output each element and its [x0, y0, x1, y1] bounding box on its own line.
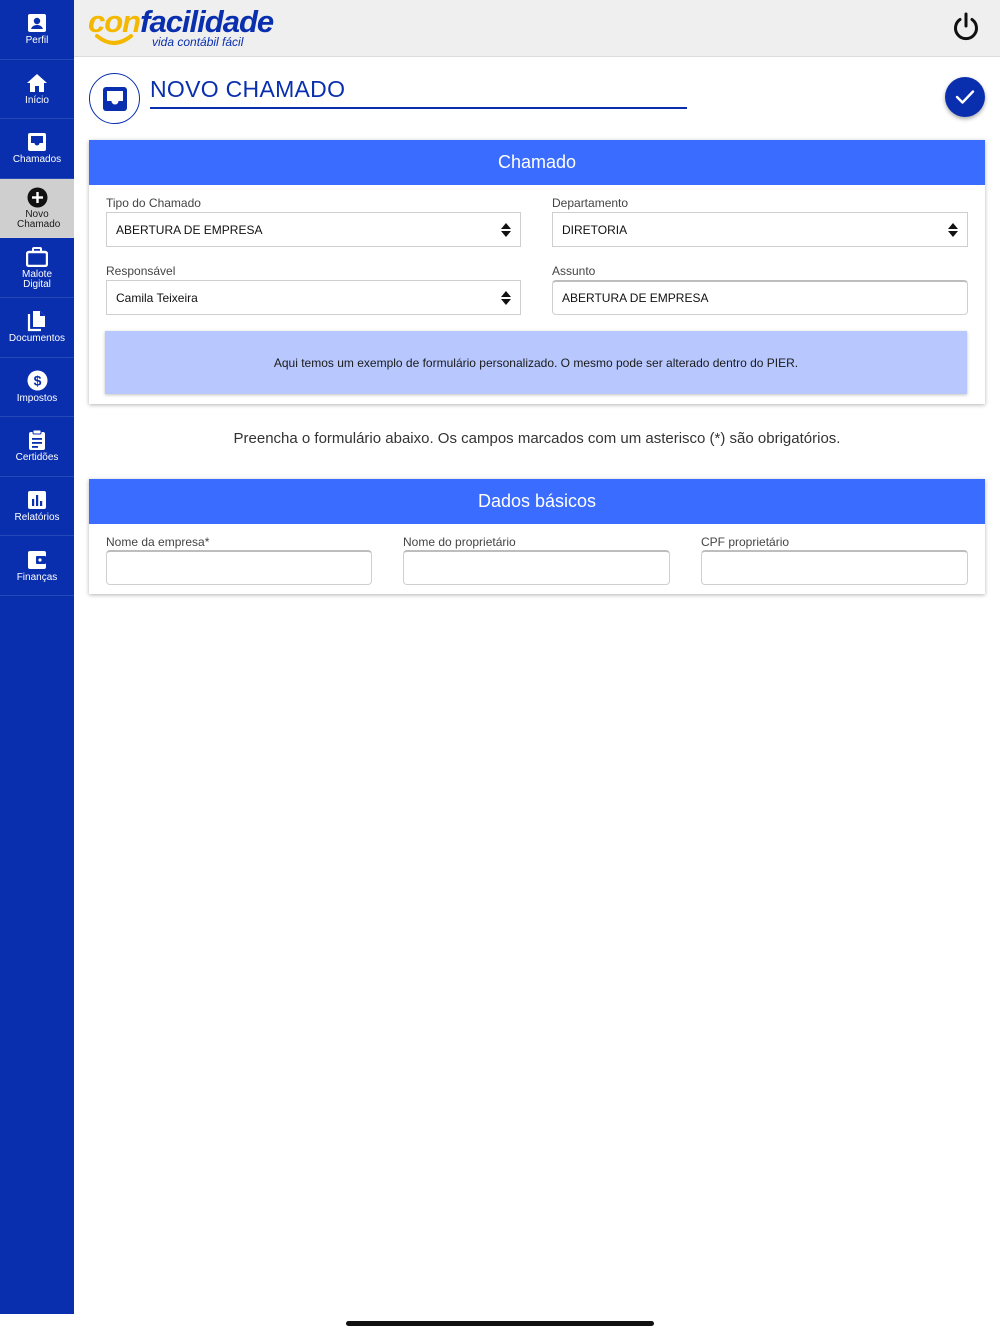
- wallet-icon: [26, 549, 48, 571]
- sidebar-item-label: Documentos: [8, 333, 66, 345]
- sort-icon: [501, 223, 511, 237]
- sidebar-item-label: Malote Digital: [21, 268, 52, 290]
- form-hint: Preencha o formulário abaixo. Os campos marcados com um asterisco (*) são obrigatórios.: [233, 430, 841, 447]
- top-bar: [74, 0, 1000, 57]
- responsavel-select[interactable]: [106, 280, 521, 315]
- assunto-value: ABERTURA DE EMPRESA: [562, 291, 709, 305]
- logo-tagline: vida contábil fácil: [152, 35, 244, 49]
- sidebar-item-label: Impostos: [16, 392, 58, 404]
- power-icon[interactable]: [950, 11, 982, 43]
- page-title: NOVO CHAMADO: [150, 76, 346, 102]
- logo-facilidade: facilidade: [140, 4, 274, 39]
- sort-icon: [501, 291, 511, 305]
- sidebar-item-chamados[interactable]: [0, 119, 74, 179]
- documents-icon: [26, 310, 48, 332]
- sidebar-item-label: Início: [25, 94, 49, 106]
- chamado-card: [89, 140, 985, 404]
- dados-basicos-card: [89, 479, 985, 594]
- tipo-chamado-label: Tipo do Chamado: [106, 196, 201, 210]
- responsavel-label: Responsável: [106, 264, 176, 278]
- sidebar-item-documentos[interactable]: [0, 298, 74, 358]
- profile-icon: [26, 12, 48, 34]
- sidebar-item-inicio[interactable]: [0, 60, 74, 120]
- nome-empresa-input[interactable]: [106, 550, 372, 585]
- nome-proprietario-input[interactable]: [403, 550, 670, 585]
- sidebar-item-novo-chamado[interactable]: [0, 179, 74, 239]
- sidebar-item-label: Certidões: [15, 452, 59, 464]
- home-indicator: [346, 1321, 654, 1326]
- title-underline: [150, 107, 687, 109]
- tipo-chamado-select[interactable]: [106, 212, 521, 247]
- confacilidade-logo[interactable]: [88, 4, 288, 52]
- departamento-value: DIRETORIA: [562, 222, 628, 237]
- sidebar-item-malote-digital[interactable]: [0, 238, 74, 298]
- inbox-icon: [26, 131, 48, 153]
- departamento-label: Departamento: [552, 196, 629, 210]
- nome-empresa-label: Nome da empresa*: [106, 535, 210, 549]
- sidebar-item-relatorios[interactable]: [0, 477, 74, 537]
- sidebar-item-label: Relatórios: [14, 512, 60, 524]
- bar-chart-icon: [26, 489, 48, 511]
- sidebar-item-perfil[interactable]: [0, 0, 74, 60]
- info-message: Aqui temos um exemplo de formulário personalizado. O mesmo pode ser alterado dentro do PIER.: [105, 331, 967, 394]
- chamado-card-header: Chamado: [89, 140, 985, 185]
- sidebar-item-label: Finanças: [16, 571, 58, 583]
- clipboard-icon: [26, 429, 48, 451]
- nome-proprietario-label: Nome do proprietário: [403, 535, 516, 549]
- svg-text:$: $: [33, 372, 41, 389]
- briefcase-icon: [26, 246, 48, 268]
- departamento-select[interactable]: [552, 212, 968, 247]
- sidebar-item-financas[interactable]: [0, 536, 74, 596]
- add-circle-icon: [26, 186, 48, 208]
- responsavel-value: Camila Teixeira: [116, 290, 198, 305]
- sort-icon: [948, 223, 958, 237]
- dollar-icon: [26, 370, 48, 392]
- sidebar-item-label: Novo Chamado: [17, 209, 61, 231]
- sidebar-item-impostos[interactable]: [0, 358, 74, 418]
- confirm-button[interactable]: [945, 77, 985, 117]
- dados-basicos-header: Dados básicos: [89, 479, 985, 524]
- cpf-proprietario-input[interactable]: [701, 550, 968, 585]
- assunto-label: Assunto: [552, 264, 596, 278]
- page-title-icon-circle: [89, 73, 140, 124]
- cpf-proprietario-label: CPF proprietário: [701, 535, 790, 549]
- assunto-input[interactable]: [552, 280, 968, 315]
- logo-smile-icon: [94, 34, 134, 48]
- check-icon: [955, 89, 975, 105]
- sidebar-item-certidoes[interactable]: [0, 417, 74, 477]
- sidebar-item-label: Chamados: [12, 154, 62, 166]
- tipo-chamado-value: ABERTURA DE EMPRESA: [116, 222, 263, 237]
- sidebar: [0, 0, 74, 1314]
- sidebar-item-label: Perfil: [25, 35, 49, 47]
- inbox-icon: [102, 86, 128, 112]
- logo-con: con: [88, 4, 141, 39]
- home-icon: [26, 72, 48, 94]
